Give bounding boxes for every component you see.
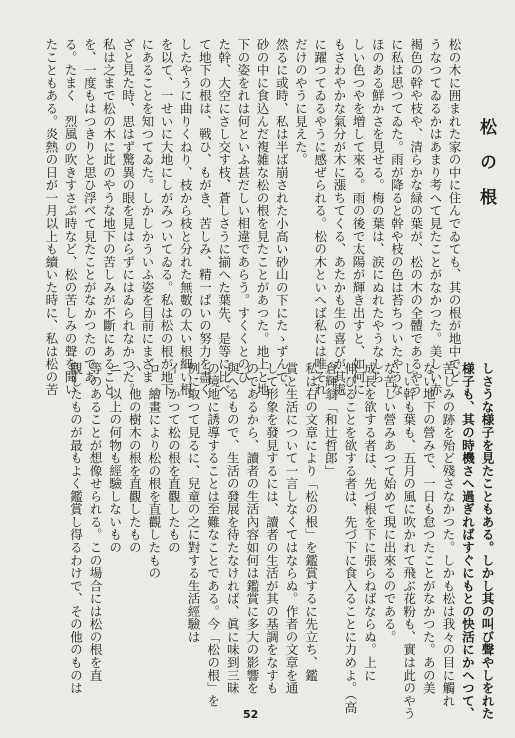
text-column: しい幹も葉も、五月の風に吹かれて飛ぶ花粉も、實は此のやう <box>401 362 417 720</box>
text-column: 倉輝翁「和辻哲郎」 <box>322 362 338 478</box>
text-column: に私は思つてゐた。雨が降ると幹や枝の色は苔ちついたやうな <box>388 38 404 396</box>
text-column: だけのやうに見えた。 <box>292 38 308 166</box>
text-column: して形象を發見するには、讀者の生活が其の基調をなすも <box>263 362 279 695</box>
text-column: を、一度もはつきりと思ひ浮べて見たことがなかつたのであ <box>81 38 97 384</box>
text-column: ハ 他の樹木の根を直觀したもの <box>126 362 142 554</box>
text-column: 松の木に囲まれた家の中に住んでゐても、其の根が地中でど <box>446 38 462 384</box>
text-column: な苦しい營みあつて始めて現に出來るのである。 <box>381 362 397 644</box>
text-column: 例に取つて見るに、兒童の之に對する生活經驗は <box>185 362 201 644</box>
text-column: 私は右の文章により「松の根」を鑑賞するに先立ち、鑑 <box>303 362 319 682</box>
text-column: 成長を欲する者は、先づ根を下に張らねばならぬ。上に <box>361 362 377 682</box>
text-column: イ かつて松の根を直觀したもの <box>165 362 181 554</box>
text-column: 觀したものが最もよく鑑賞し得るわけで、その他のものは <box>67 362 83 695</box>
text-column: 然るに或時、私は半ば崩された小高い砂山の下にたゝずんで、 <box>273 38 289 396</box>
text-column: したやうに曲りくねり、枝から枝と分れた無數の太い根細い根 <box>177 38 193 396</box>
text-column: た幹、大空にさし交す枝、蒼しさうに揃へた葉先、是等に比べ <box>216 38 232 396</box>
text-column: ほのある鮮かさを見せる。梅の葉は、涙にぬれたやうなしら <box>369 38 385 384</box>
text-column: 下の姿をれは何といふ甚だしい相違であらう。すくくとのび <box>235 38 251 384</box>
text-column: 等のあることが想像せられる。この場合には松の根を直 <box>87 362 103 682</box>
text-column: ロ 繪畫により松の根を直觀したもの <box>146 362 162 580</box>
text-column: 賞と生活について一言しなくてはならぬ。作者の文章を通 <box>283 362 299 695</box>
text-column: うなつてゐるかはあまり考へて見たことがなかつた。美しい赤 <box>427 38 443 396</box>
text-column: ざと見た時、思はず驚異の眼を見はらずにはゐられなかつた。 <box>120 38 136 396</box>
text-column: 伸びることを欲する者は、先づ下に食入ることに力めよ。（高 <box>342 362 358 714</box>
text-column: たこともある。炎熱の日が一月以上も續いた時に、私は松の苦 <box>43 38 59 396</box>
text-column: を以て、一せいに大地にしがみついてゐる。私は松の根が地下 <box>158 38 174 396</box>
text-column: しさうな様子を見たこともある。しかし其の叫び聲やしをれた <box>479 362 495 720</box>
text-column: 褐色の幹や枝や、清らかな緑の葉が、松の木の全體であるやう <box>408 38 424 396</box>
text-column: ニ 以上の何物も經驗しないもの <box>107 362 123 554</box>
text-column: ない地下の營みで、一日も怠つたことがなかつた。あの美 <box>420 362 436 695</box>
text-column: て地下の根は、戦ひ、もがき、苦しみ、精一ぱいの努力を盡く <box>196 38 212 396</box>
text-column: に躍つてゐるやうに感ぜられる。松の木といへば私には唯それ <box>312 38 328 396</box>
text-column: にあることを知つてゐた。しかしかういふ姿を目前にまざま <box>139 38 155 384</box>
text-column: 砂の中に食込んだ複雑な松の根を見たことがあつた。地上と地 <box>254 38 270 396</box>
page-number: 52 <box>243 708 259 721</box>
text-column: のであるから、讀者の生活內容如何は鑑賞に多大の影響を <box>244 362 260 695</box>
page-title: 松の根 <box>476 118 496 223</box>
text-column: の境地に誘導することは至難なことである。今「松の根」を <box>205 362 221 708</box>
text-column: 與へるもので、生活の發展を待たなければ、眞に味到三昧 <box>224 362 240 695</box>
text-column: もさわやかな氣分が木に漲ちてくる、あたかも生の喜びが其處 <box>331 38 347 396</box>
text-column: る。たまく 烈風の吹きすさぶ時など、松の苦しみの聲を聞い <box>62 38 78 396</box>
text-column: 苦しみの跡を殆ど殘さなかつた。しかも松は我々の目に觸れ <box>440 362 456 708</box>
text-column: 様子も、其の時機さへ過ぎればすぐにもとの快活にかへつて、 <box>459 362 475 720</box>
text-column: 私は之まで松の木に此のやうな地下の苦しみが不斷にあること <box>100 38 116 396</box>
text-column: しい色つやを増して來る。雨の後で太陽が輝き出すと、如何に <box>350 38 366 396</box>
